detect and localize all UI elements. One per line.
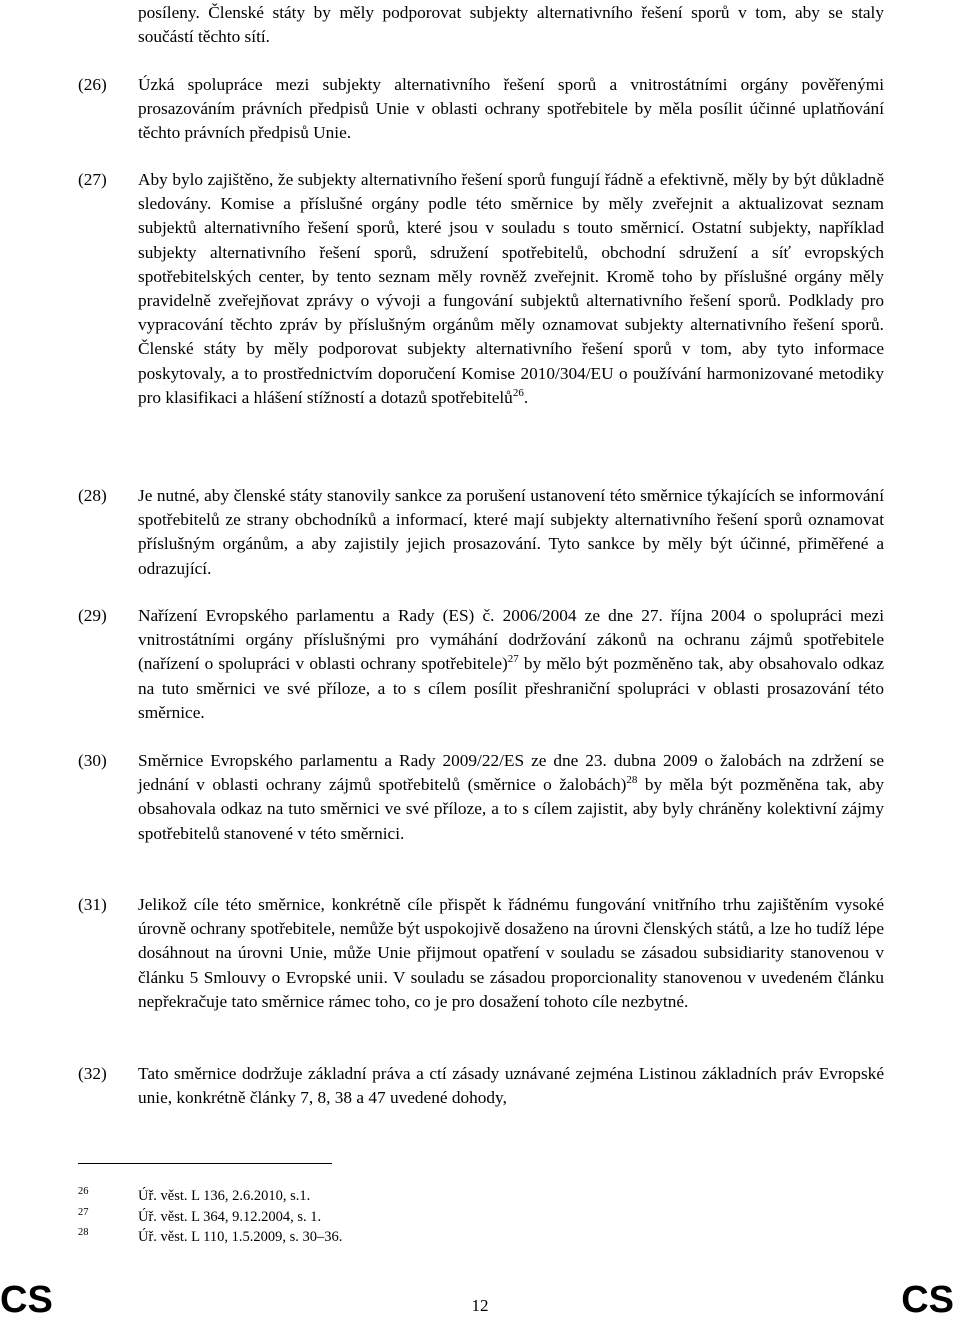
recital-text: Úzká spolupráce mezi subjekty alternativního řešení sporů a vnitrostátními orgány pověřenými prosazováním právních předpisů Unie v oblasti ochrany spotřebitele by měla posílit účinné uplatňování těchto právních předpisů Unie.: [138, 75, 884, 143]
recital-number: (29): [78, 606, 107, 625]
footnote-ref-28: 28: [626, 774, 638, 787]
recital-number: (28): [78, 486, 107, 505]
footnote-26: [78, 1188, 310, 1205]
footnote-28: [78, 1229, 342, 1246]
footnote-ref-26: 26: [512, 386, 524, 399]
footnote-number: 28: [78, 1227, 89, 1238]
recital-text: Nařízení Evropského parlamentu a Rady (ES) č. 2006/2004 ze dne 27. října 2004 o spolupráci mezi vnitrostátními orgány příslušnými pro vymáhání dodržování zákonů na ochranu zájmů spotřebitele (nařízení o spolupráci v oblasti ochrany spotřebitele)$^{27}$ by mělo být pozměněno tak, aby obsahovalo odkaz na tuto směrnici ve své příloze, a to s cílem posílit přeshraniční spolupráci v oblasti prosazování této směrnice.: [138, 606, 884, 722]
recital-number: (26): [78, 75, 107, 94]
footnote-number: 27: [78, 1207, 89, 1218]
recital-26: [78, 73, 884, 146]
recital-text: Tato směrnice dodržuje základní práva a ctí zásady uznávané zejména Listinou základních práv Evropské unie, konkrétně články 7, 8, 38 a 47 uvedené dohody,: [138, 1064, 884, 1108]
language-code-left: CS: [0, 1279, 53, 1321]
footnote-number: 26: [78, 1186, 89, 1197]
footnote-text: Úř. věst. L 364, 9.12.2004, s. 1.: [138, 1209, 322, 1225]
recital-32: [78, 1062, 884, 1110]
continued-paragraph: posíleny. Členské státy by měly podporovat subjekty alternativního řešení sporů v tom, aby se staly součástí těchto sítí.: [138, 3, 884, 47]
footnote-divider: [78, 1163, 332, 1164]
recital-number: (30): [78, 751, 107, 770]
recital-number: (32): [78, 1064, 107, 1083]
page-number: 12: [471, 1296, 489, 1315]
recital-29: [78, 604, 884, 725]
recital-30: [78, 749, 884, 846]
footnote-ref-27: 27: [507, 653, 519, 666]
recital-text: Je nutné, aby členské státy stanovily sankce za porušení ustanovení této směrnice týkajících se informování spotřebitelů ze strany obchodníků a informací, které mají subjekty alternativního řešení sporů oznamovat příslušným orgánům, a aby zajistily jejich prosazování. Tyto sankce by měly být účinné, přiměřené a odrazující.: [138, 486, 884, 578]
recital-text: Aby bylo zajištěno, že subjekty alternativního řešení sporů fungují řádně a efektivně, měly by být důkladně sledovány. Komise a příslušné orgány podle této směrnice by měly zveřejnit a aktualizovat seznam subjektů alternativního řešení sporů, které jsou v souladu s touto směrnicí. Ostatní subjekty, například subjekty alternativního řešení sporů, sdružení spotřebitelů, obchodní sdružení a síť evropských spotřebitelských center, by tento seznam měly rovněž zveřejnit. Kromě toho by příslušné orgány měly pravidelně zveřejňovat zprávy o vývoji a fungování subjektů alternativního řešení sporů. Podklady pro vypracování těchto zpráv by příslušným orgánům měly oznamovat subjekty alternativního řešení sporů. Členské státy by měly podporovat subjekty alternativního řešení sporů v tom, aby tyto informace poskytovaly, a to prostřednictvím doporučení Komise 2010/304/EU o používání harmonizované metodiky pro klasifikaci a hlášení stížností a dotazů spotřebitelů$^{26}$.: [138, 170, 884, 407]
recital-text: Směrnice Evropského parlamentu a Rady 2009/22/ES ze dne 23. dubna 2009 o žalobách na zdržení se jednání v oblasti ochrany zájmů spotřebitelů (směrnice o žalobách)$^{28}$ by měla být pozměněna tak, aby obsahovala odkaz na tuto směrnici ve své příloze, a to s cílem zajistit, aby byly chráněny kolektivní zájmy spotřebitelů stanovené v této směrnici.: [138, 751, 884, 843]
language-code-right: CS: [901, 1279, 954, 1321]
recital-28: [78, 484, 884, 581]
recital-number: (27): [78, 170, 107, 189]
recital-31: [78, 893, 884, 1014]
page-footer: [0, 1280, 960, 1323]
recital-text: Jelikož cíle této směrnice, konkrétně cíle přispět k řádnému fungování vnitřního trhu zajištěním vysoké úrovně ochrany spotřebitele, nemůže být uspokojivě dosaženo na úrovni členských států, a lze ho tudíž lépe dosáhnout na úrovni Unie, může Unie přijmout opatření v souladu se zásadou subsidiarity stanovenou v článku 5 Smlouvy o Evropské unii. V souladu se zásadou proporcionality stanovenou v uvedeném článku nepřekračuje tato směrnice rámec toho, co je pro dosažení tohoto cíle nezbytné.: [138, 895, 884, 1011]
footnote-text: Úř. věst. L 110, 1.5.2009, s. 30–36.: [138, 1229, 343, 1245]
recital-27: [78, 168, 884, 410]
recital-number: (31): [78, 895, 107, 914]
footnote-text: Úř. věst. L 136, 2.6.2010, s.1.: [138, 1188, 311, 1204]
